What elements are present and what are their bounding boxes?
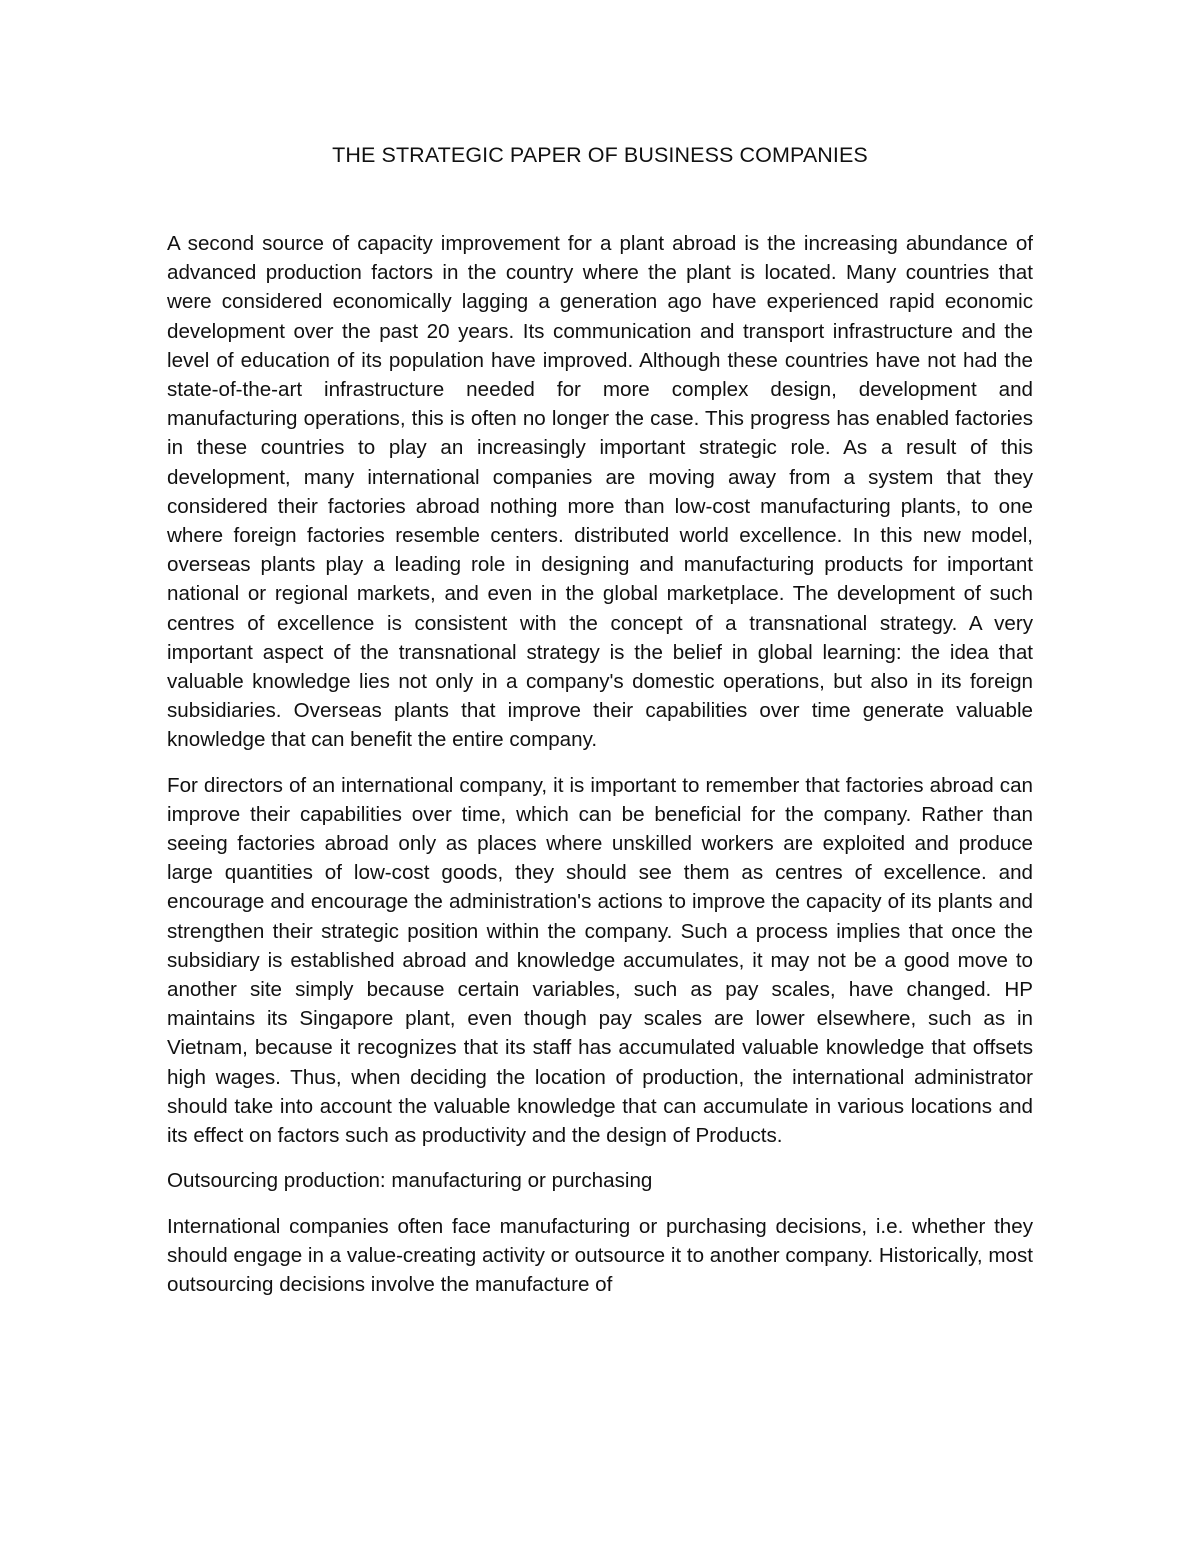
paragraph-outsourcing: International companies often face manufacturing or purchasing decisions, i.e. whether they should engage in a value-creating activity or outsource it to another company. Historically, most outsourcing decisions involve the manufacture of <box>167 1214 1033 1296</box>
document-title: THE STRATEGIC PAPER OF BUSINESS COMPANIES <box>332 143 868 167</box>
paragraph-directors: For directors of an international company, it is important to remember that factories abroad can improve their capabilities over time, which can be beneficial for the company. Rather than seeing factories abroad only as places where unskilled workers are exploited and produce large quantities of low-cost goods, they should see them as centres of excellence. and encourage and encourage the administration's actions to improve the capacity of its plants and strengthen their strategic position within the company. Such a process implies that once the subsidiary is established abroad and knowledge accumulates, it may not be a good move to another site simply because certain variables, such as pay scales, have changed. HP maintains its Singapore plant, even though pay scales are lower elsewhere, such as in Vietnam, because it recognizes that its staff has accumulated valuable knowledge that offsets high wages. Thus, when deciding the location of production, the international administrator should take into account the valuable knowledge that can accumulate in various locations and its effect on factors such as productivity and the design of Products. <box>167 773 1033 1148</box>
document-body <box>167 229 1033 1315</box>
section-heading-outsourcing: Outsourcing production: manufacturing or purchasing <box>167 1169 653 1193</box>
paragraph-capacity-improvement: A second source of capacity improvement for a plant abroad is the increasing abundance of advanced production factors in the country where the plant is located. Many countries that were considered economically lagging a generation ago have experienced rapid economic development over the past 20 years. Its communication and transport infrastructure and the level of education of its population have improved. Although these countries have not had the state-of-the-art infrastructure needed for more complex design, development and manufacturing operations, this is often no longer the case. This progress has enabled factories in these countries to play an increasingly important strategic role. As a result of this development, many international companies are moving away from a system that they considered their factories abroad nothing more than low-cost manufacturing plants, to one where foreign factories resemble centers. distributed world excellence. In this new model, overseas plants play a leading role in designing and manufacturing products for important national or regional markets, and even in the global marketplace. The development of such centres of excellence is consistent with the concept of a transnational strategy. A very important aspect of the transnational strategy is the belief in global learning: the idea that valuable knowledge lies not only in a company's domestic operations, but also in its foreign subsidiaries. Overseas plants that improve their capabilities over time generate valuable knowledge that can benefit the entire company. <box>167 232 1033 752</box>
